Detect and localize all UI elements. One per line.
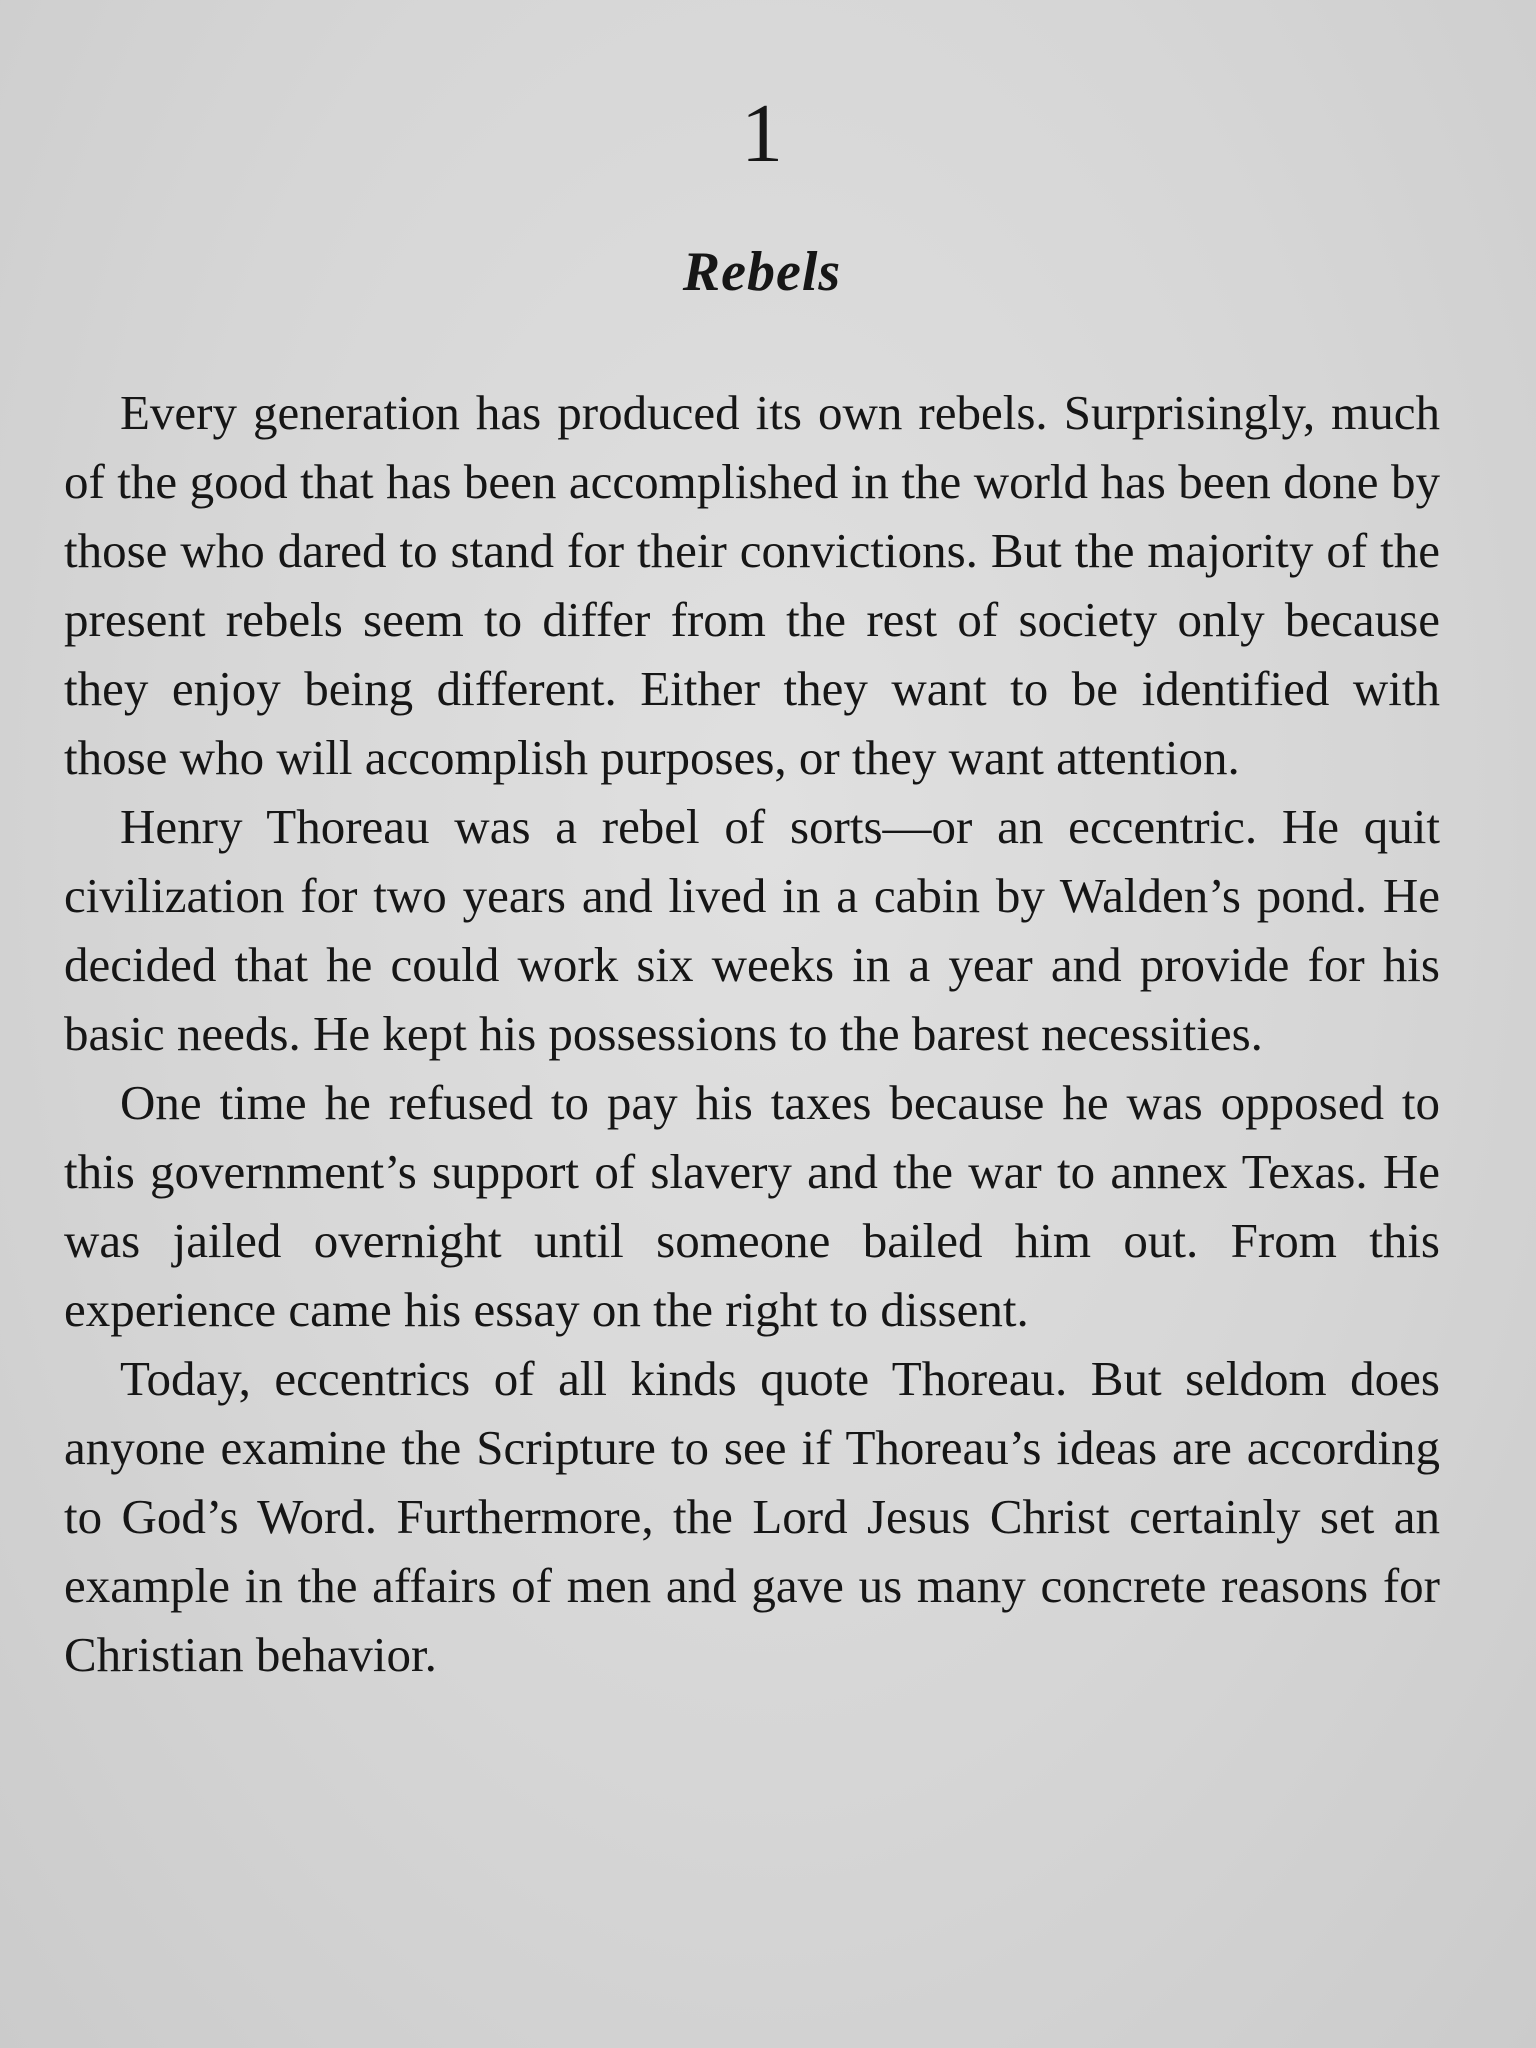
paragraph-2: Henry Thoreau was a rebel of sorts—or an eccentric. He quit civilization for two years and lived in a cabin by Walden’s pond. He decided that he could work six weeks in a year and provide for his basic needs. He kept his possessions to the barest necessities. <box>64 799 1440 1061</box>
chapter-number: 1 <box>741 87 783 180</box>
paragraph-4: Today, eccentrics of all kinds quote Thoreau. But seldom does anyone examine the Scripture to see if Thoreau’s ideas are according to God’s Word. Furthermore, the Lord Jesus Christ certainly set an example in the affairs of men and gave us many concrete reasons for Christian behavior. <box>64 1351 1440 1682</box>
paragraph-3: One time he refused to pay his taxes because he was opposed to this government’s support of slavery and the war to annex Texas. He was jailed overnight until someone bailed him out. From this experience came his essay on the right to dissent. <box>64 1075 1440 1337</box>
chapter-title: Rebels <box>682 241 842 303</box>
paragraph-1: Every generation has produced its own rebels. Surprisingly, much of the good that has been accomplished in the world has been done by those who dared to stand for their convictions. But the majority of the present rebels seem to differ from the rest of society only because they enjoy being different. Either they want to be identified with those who will accomplish purposes, or they want attention. <box>64 385 1440 785</box>
chapter-body <box>64 378 1440 1689</box>
